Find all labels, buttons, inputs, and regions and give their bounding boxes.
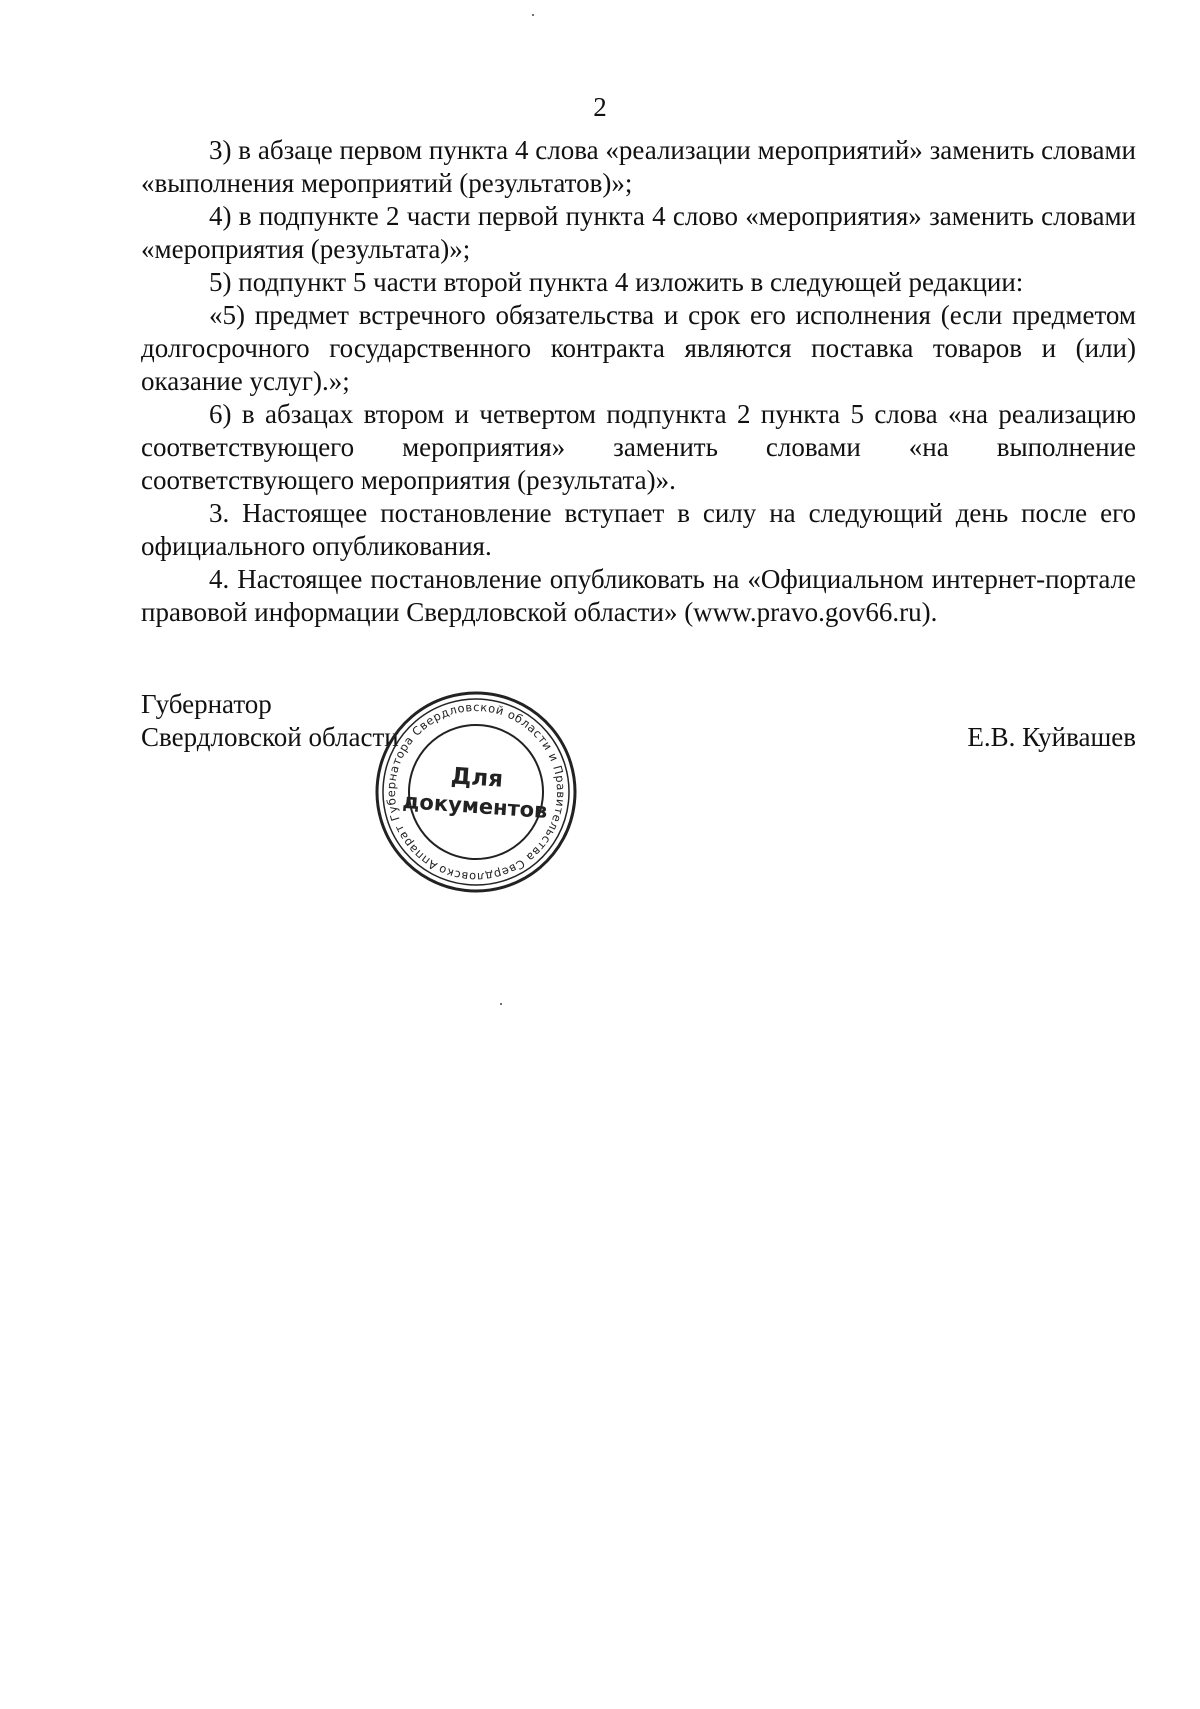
paragraph-clause-3: 3. Настоящее постановление вступает в силу на следующий день после его официального опубликования.: [141, 498, 1136, 561]
scan-speck: [532, 14, 534, 16]
document-body: [141, 134, 1136, 629]
paragraph-item-6: 6) в абзацах втором и четвертом подпункта 2 пункта 5 слова «на реализацию соответствующего мероприятия» заменить словами «на выполнение соответствующего мероприятия (результата)».: [141, 399, 1136, 495]
signatory-name: Е.В. Куйвашев: [967, 722, 1136, 752]
signatory-title-line1: Губернатор: [141, 689, 272, 719]
paragraph-item-4: 4) в подпункте 2 части первой пункта 4 слово «мероприятия» заменить словами «мероприятия (результата)»;: [141, 201, 1136, 264]
scan-speck: [500, 1003, 502, 1005]
signatory-title-line2: Свердловской области: [141, 722, 399, 752]
paragraph-item-5: 5) подпункт 5 части второй пункта 4 изложить в следующей редакции:: [209, 267, 1024, 297]
stamp-center-line1: Для: [450, 763, 504, 793]
paragraph-clause-4: 4. Настоящее постановление опубликовать на «Официальном интернет-портале правовой информации Свердловской области» (www.pravo.gov66.ru).: [141, 564, 1136, 627]
stamp-center-line2: документов: [401, 788, 549, 823]
paragraph-item-5-text: «5) предмет встречного обязательства и срок его исполнения (если предметом долгосрочного государственного контракта являются поставка товаров и (или) оказание услуг).»;: [141, 300, 1136, 396]
official-stamp: [373, 689, 579, 895]
stamp-ring-text: Аппарат Губернатора Свердловской области и Правительства Свердловской: [383, 699, 569, 885]
page-number: 2: [593, 92, 607, 122]
signature-block: [141, 688, 1136, 754]
paragraph-item-3: 3) в абзаце первом пункта 4 слова «реализации мероприятий» заменить словами «выполнения мероприятий (результатов)»;: [141, 135, 1136, 198]
stamp-seal-icon: [373, 689, 579, 895]
